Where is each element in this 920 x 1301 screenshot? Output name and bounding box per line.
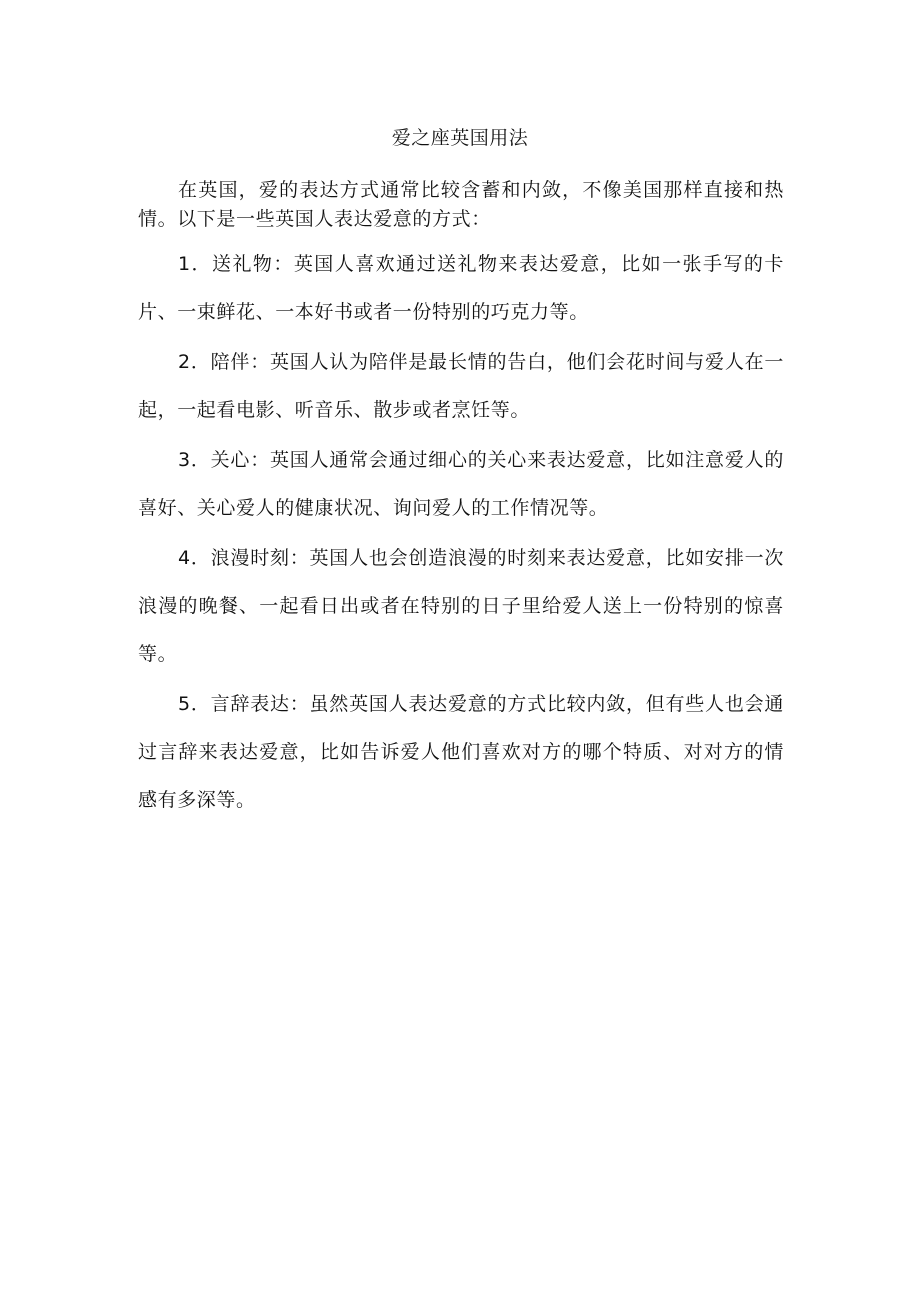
list-item-companionship: 2．陪伴：英国人认为陪伴是最长情的告白，他们会花时间与爱人在一起，一起看电影、听音乐、散步或者烹饪等。 [138, 351, 784, 421]
document-title: 爱之座英国用法 [391, 127, 529, 149]
list-item-gifts: 1．送礼物：英国人喜欢通过送礼物来表达爱意，比如一张手写的卡片、一束鲜花、一本好书或者一份特别的巧克力等。 [138, 253, 784, 323]
list-item-verbal-expression: 5．言辞表达：虽然英国人表达爱意的方式比较内敛，但有些人也会通过言辞来表达爱意，比如告诉爱人他们喜欢对方的哪个特质、对对方的情感有多深等。 [138, 693, 784, 811]
list-item-romantic-moments: 4．浪漫时刻：英国人也会创造浪漫的时刻来表达爱意，比如安排一次浪漫的晚餐、一起看日出或者在特别的日子里给爱人送上一份特别的惊喜等。 [138, 547, 784, 665]
intro-paragraph: 在英国，爱的表达方式通常比较含蓄和内敛，不像美国那样直接和热情。以下是一些英国人表达爱意的方式： [138, 179, 784, 230]
list-item-care: 3．关心：英国人通常会通过细心的关心来表达爱意，比如注意爱人的喜好、关心爱人的健康状况、询问爱人的工作情况等。 [138, 449, 784, 519]
